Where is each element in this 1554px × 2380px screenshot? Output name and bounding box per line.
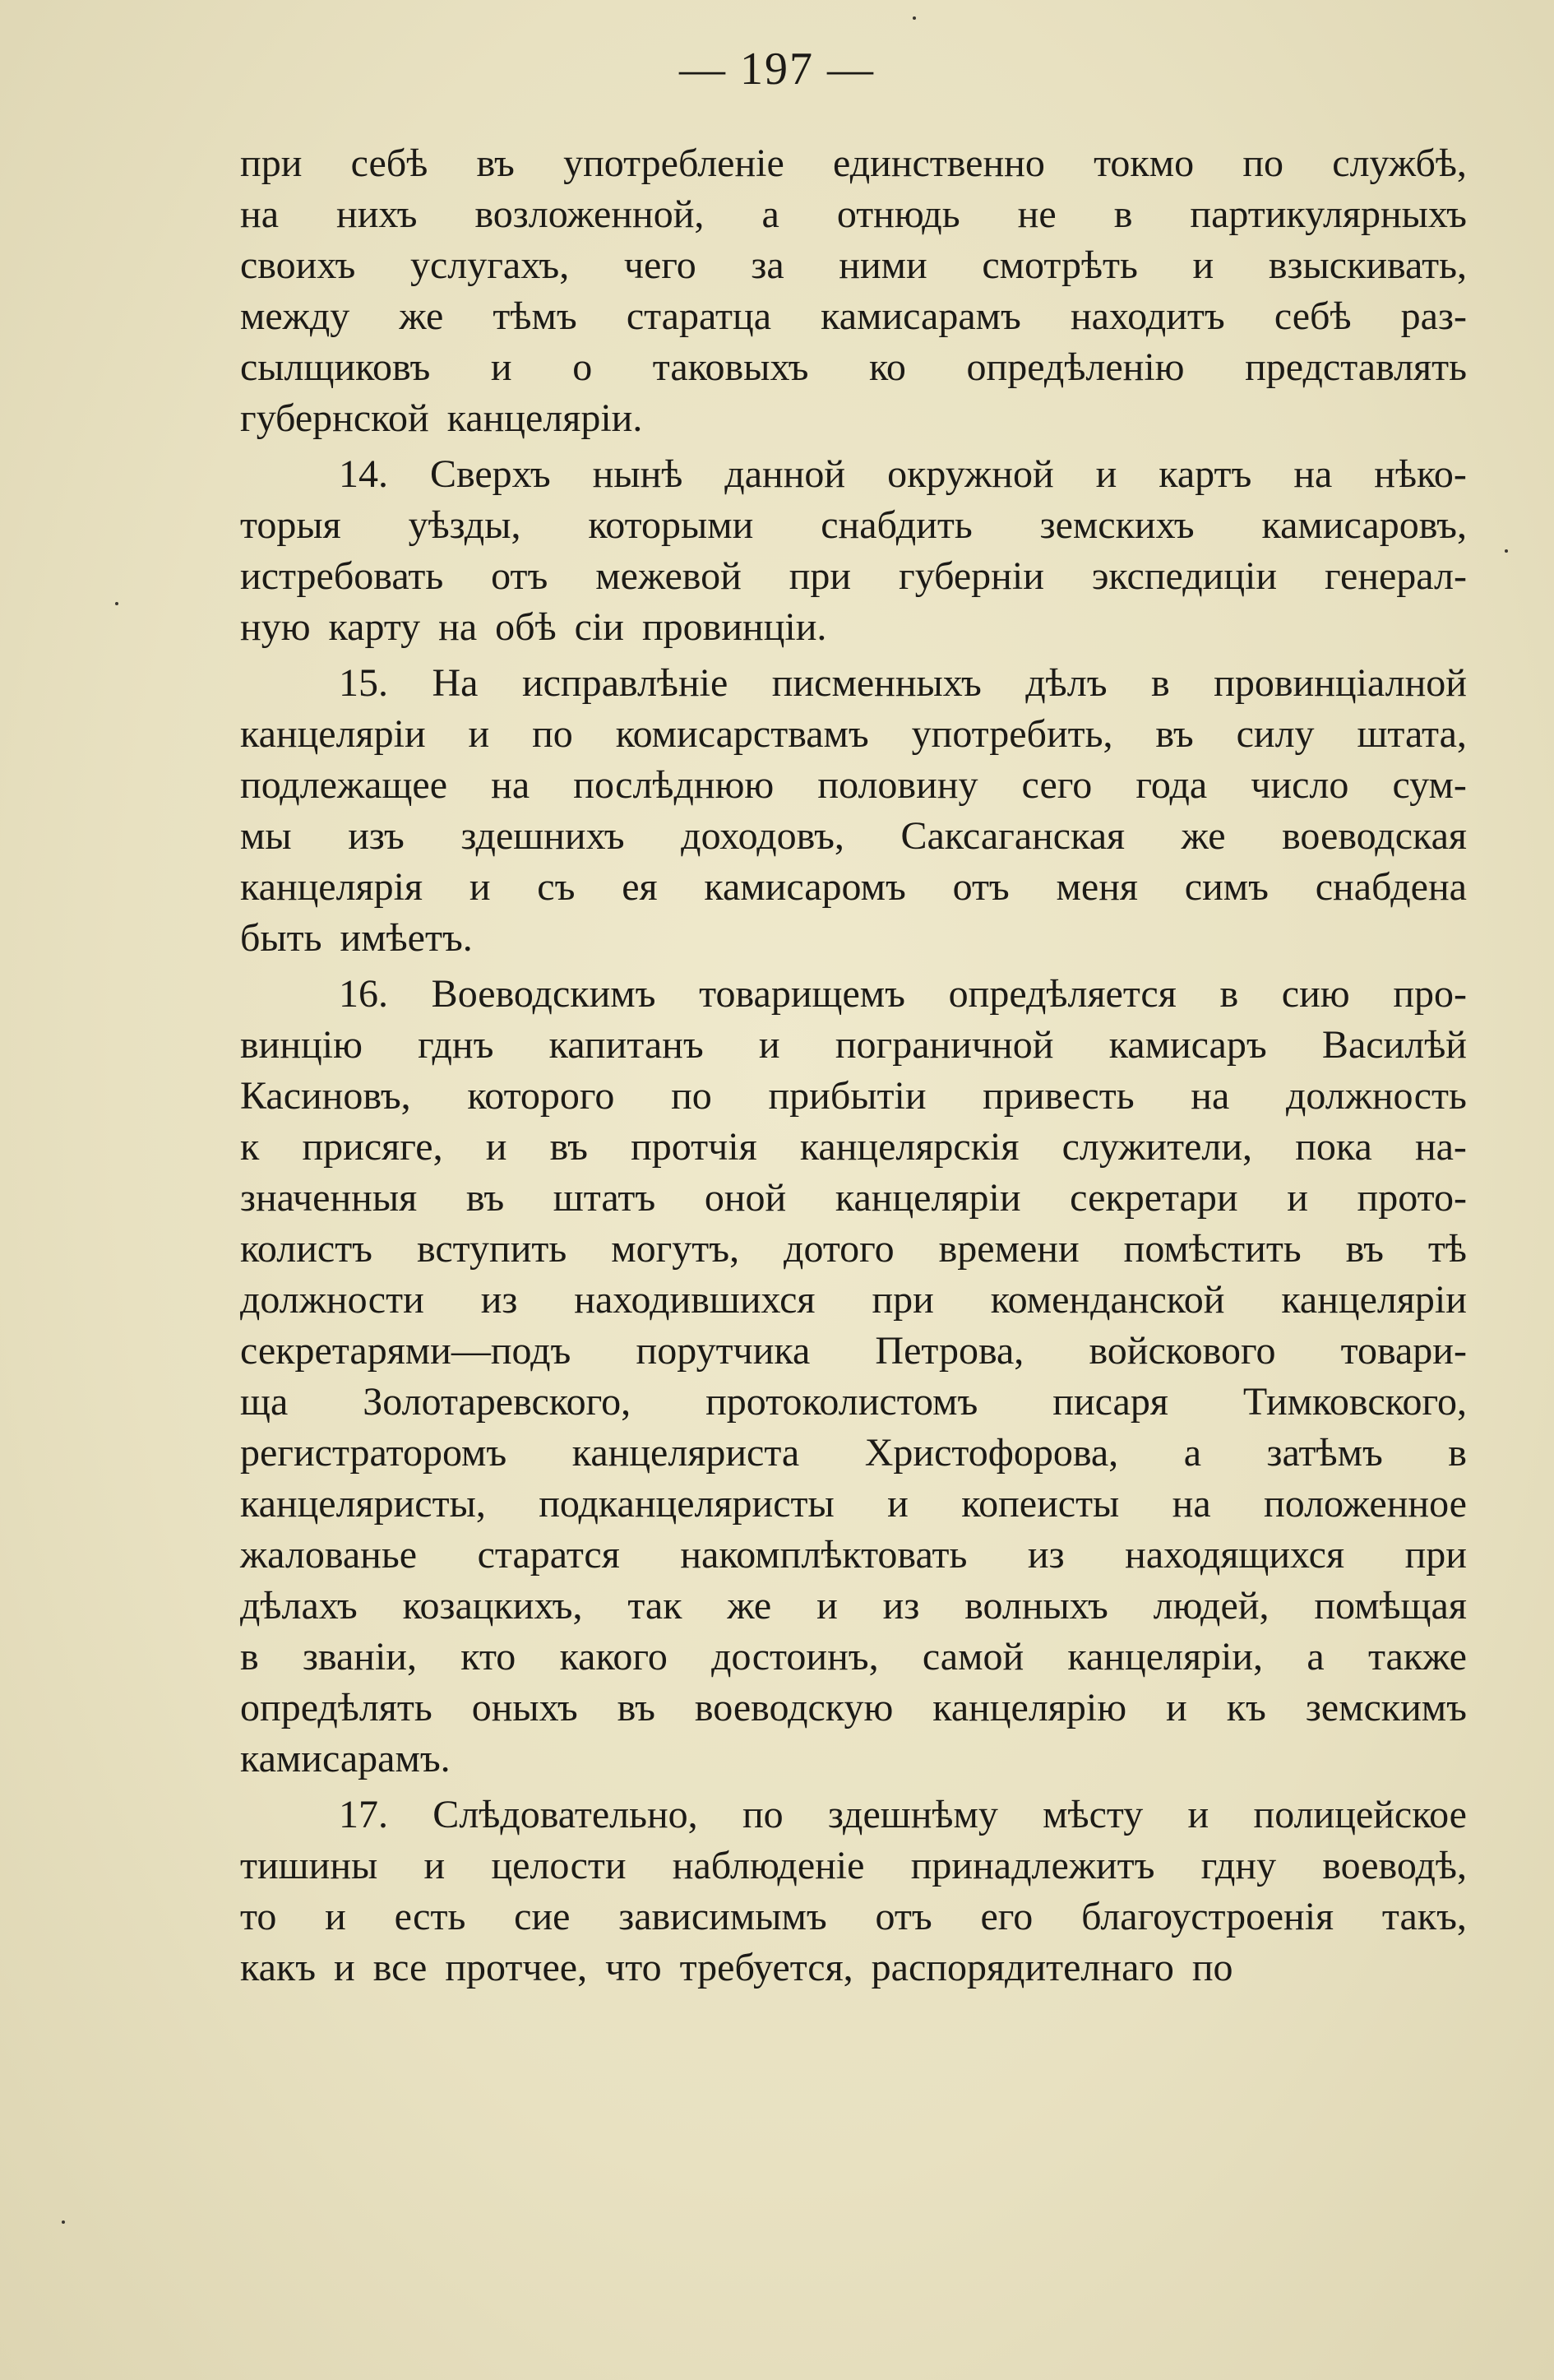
text-line: 15. На исправлѣніе писменныхъ дѣлъ в провинціалной	[339, 661, 1467, 705]
paragraph-16	[240, 969, 1467, 1785]
paper-speck	[1505, 549, 1508, 553]
text-line: в званіи, кто какого достоинъ, самой канцеляріи, а также	[240, 1635, 1467, 1679]
text-line: винцію гднъ капитанъ и пограничной камисаръ Василѣй	[240, 1023, 1467, 1067]
text-line: канцелярія и съ ея камисаромъ отъ меня симъ снабдена	[240, 865, 1467, 909]
text-line: секретарями—подъ порутчика Петрова, войскового товари-	[240, 1329, 1467, 1373]
text-line: дѣлахъ козацкихъ, так же и из волныхъ людей, помѣщая	[240, 1584, 1467, 1628]
text-line: между же тѣмъ старатца камисарамъ находитъ себѣ раз-	[240, 294, 1467, 338]
text-line: к присяге, и въ протчія канцелярскія служители, пока на-	[240, 1125, 1467, 1169]
text-line: жалованье старатся накомплѣктовать из находящихся при	[240, 1533, 1467, 1577]
paper-speck	[62, 2220, 65, 2224]
paper-speck	[115, 602, 118, 605]
text-line: 17. Слѣдовательно, по здешнѣму мѣсту и полицейское	[339, 1793, 1467, 1836]
text-line: колистъ вступить могутъ, дотого времени помѣстить въ тѣ	[240, 1227, 1467, 1271]
text-line: быть имѣетъ.	[240, 916, 473, 960]
text-line: подлежащее на послѣднюю половину сего года число сум-	[240, 763, 1467, 807]
text-line: при себѣ въ употребленіе единственно токмо по службѣ,	[240, 141, 1467, 185]
text-line: канцеляристы, подканцеляристы и копеисты на положенное	[240, 1482, 1467, 1526]
text-line: Касиновъ, которого по прибытіи привесть на должность	[240, 1074, 1467, 1118]
text-line: должности из находившихся при коменданской канцеляріи	[240, 1278, 1467, 1322]
text-line: то и есть сие зависимымъ отъ его благоустроенія такъ,	[240, 1895, 1467, 1938]
text-line: тишины и целости наблюденіе принадлежитъ гдну воеводѣ,	[240, 1844, 1467, 1887]
paragraph-15	[240, 658, 1467, 964]
paragraph-17	[240, 1790, 1467, 1993]
text-line: 14. Сверхъ нынѣ данной окружной и картъ на нѣко-	[339, 452, 1467, 496]
text-line: какъ и все протчее, что требуется, распорядителнаго по	[240, 1946, 1233, 1989]
text-line: ную карту на обѣ сіи провинціи.	[240, 605, 827, 649]
text-line: на нихъ возложенной, а отнюдь не в партикулярныхъ	[240, 192, 1467, 236]
paper-speck	[913, 16, 916, 20]
paragraph-14	[240, 449, 1467, 653]
text-line: торыя уѣзды, которыми снабдить земскихъ камисаровъ,	[240, 503, 1467, 547]
text-line: мы изъ здешнихъ доходовъ, Саксаганская же воеводская	[240, 814, 1467, 858]
text-line: опредѣлять оныхъ въ воеводскую канцелярію и къ земскимъ	[240, 1686, 1467, 1729]
text-line: камисарамъ.	[240, 1737, 451, 1780]
text-line: регистраторомъ канцеляриста Христофорова, а затѣмъ в	[240, 1431, 1467, 1475]
text-line: губернской канцеляріи.	[240, 396, 643, 440]
text-line: 16. Воеводскимъ товарищемъ опредѣляется в сию про-	[339, 972, 1467, 1016]
text-line: истребовать отъ межевой при губерніи экспедиціи генерал-	[240, 554, 1467, 598]
text-line: ща Золотаревского, протоколистомъ писаря Тимковского,	[240, 1380, 1467, 1424]
paragraph-continuation	[240, 138, 1467, 444]
page-number: — 197 —	[679, 44, 875, 95]
text-line: канцеляріи и по комисарствамъ употребить, въ силу штата,	[240, 712, 1467, 756]
text-line: сылщиковъ и о таковыхъ ко опредѣленію представлять	[240, 345, 1467, 389]
text-line: своихъ услугахъ, чего за ними смотрѣть и взыскивать,	[240, 243, 1467, 287]
body-text	[240, 138, 1467, 1993]
text-line: значенныя въ штатъ оной канцеляріи секретари и прото-	[240, 1176, 1467, 1220]
